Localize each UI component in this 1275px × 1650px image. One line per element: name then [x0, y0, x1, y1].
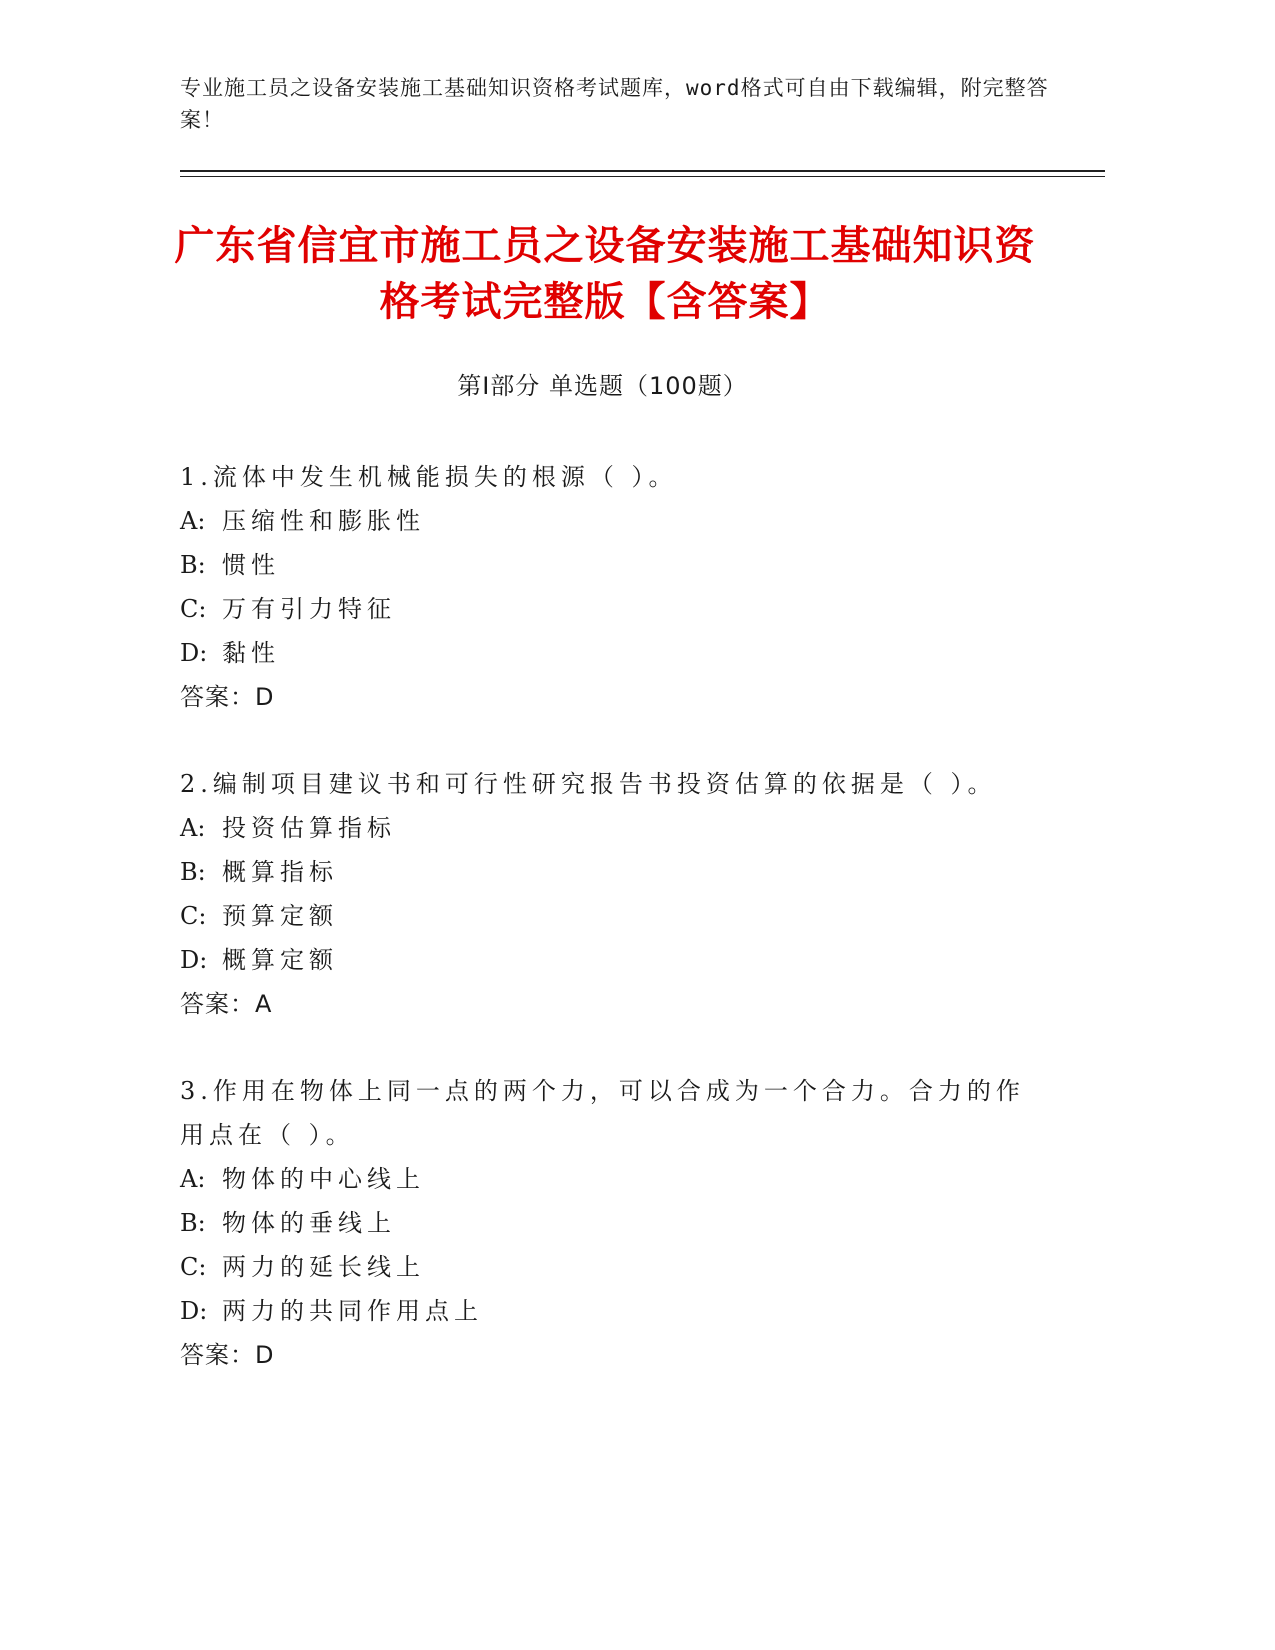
question-stem: 3.作用在物体上同一点的两个力，可以合成为一个合力。合力的作用点在（ ）。: [180, 1077, 1025, 1149]
question-list: [180, 455, 1040, 1420]
option-c: [180, 894, 1040, 938]
question-stem: 1.流体中发生机械能损失的根源（ ）。: [180, 463, 678, 491]
option-text: 黏性: [222, 639, 280, 667]
answer: 答案：D: [180, 683, 275, 711]
option-text: 概算定额: [222, 946, 338, 974]
option-d: [180, 938, 1040, 982]
option-letter: C:: [180, 595, 207, 623]
option-b: [180, 543, 1040, 587]
option-letter: D:: [180, 1297, 208, 1325]
option-letter: D:: [180, 946, 208, 974]
option-text: 压缩性和膨胀性: [222, 507, 425, 535]
answer: 答案：D: [180, 1341, 275, 1369]
question-2: [180, 762, 1040, 1026]
option-letter: A:: [180, 1165, 206, 1193]
option-d: [180, 1289, 1040, 1333]
option-c: [180, 587, 1040, 631]
header-note: 专业施工员之设备安装施工基础知识资格考试题库，word格式可自由下载编辑，附完整答案！: [180, 76, 1049, 132]
option-text: 两力的共同作用点上: [222, 1297, 483, 1325]
option-text: 投资估算指标: [222, 814, 396, 842]
option-text: 物体的垂线上: [222, 1209, 396, 1237]
option-c: [180, 1245, 1040, 1289]
option-letter: B:: [180, 551, 206, 579]
option-letter: A:: [180, 507, 206, 535]
header-rule-thin: [180, 176, 1105, 177]
question-3: [180, 1069, 1040, 1377]
option-letter: C:: [180, 902, 207, 930]
option-b: [180, 1201, 1040, 1245]
document-title: 广东省信宜市施工员之设备安装施工基础知识资格考试完整版【含答案】: [174, 223, 1036, 325]
option-letter: A:: [180, 814, 206, 842]
option-d: [180, 631, 1040, 675]
option-letter: B:: [180, 1209, 206, 1237]
option-text: 惯性: [222, 551, 280, 579]
option-letter: B:: [180, 858, 206, 886]
option-text: 概算指标: [222, 858, 338, 886]
option-b: [180, 850, 1040, 894]
question-stem: 2.编制项目建议书和可行性研究报告书投资估算的依据是（ ）。: [180, 770, 997, 798]
option-text: 预算定额: [222, 902, 338, 930]
option-letter: D:: [180, 639, 208, 667]
option-text: 物体的中心线上: [222, 1165, 425, 1193]
option-a: [180, 806, 1040, 850]
question-1: [180, 455, 1040, 719]
option-a: [180, 499, 1040, 543]
option-a: [180, 1157, 1040, 1201]
option-letter: C:: [180, 1253, 207, 1281]
answer: 答案：A: [180, 990, 273, 1018]
option-text: 两力的延长线上: [222, 1253, 425, 1281]
option-text: 万有引力特征: [222, 595, 396, 623]
section-heading: 第Ⅰ部分 单选题（100题）: [457, 372, 748, 400]
header-rule-thick: [180, 170, 1105, 172]
